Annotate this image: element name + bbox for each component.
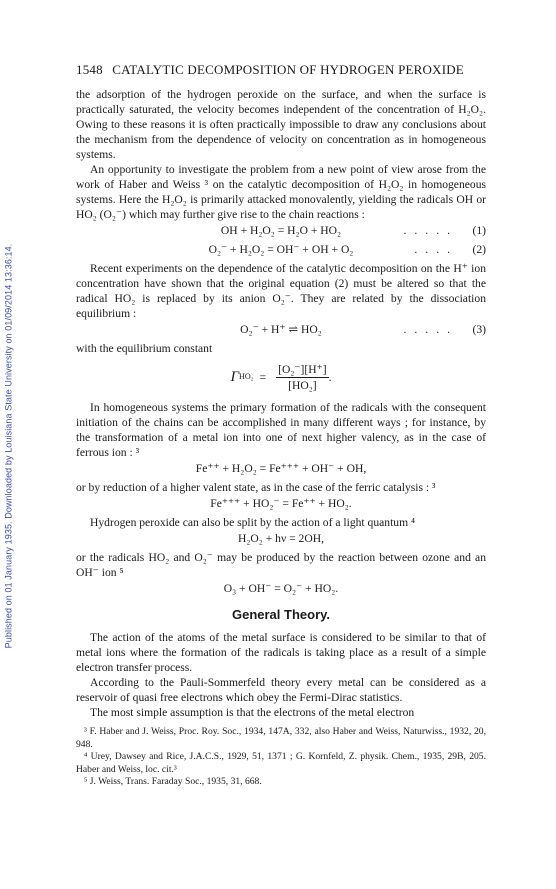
equation-2-leader: .... — [414, 243, 458, 256]
equals-sign: = — [259, 370, 267, 384]
equation-1-number: (1) — [472, 224, 486, 237]
paragraph-10: According to the Pauli-Sommerfeld theory every metal can be considered as a reservoir of quasi free electrons which obey the Fermi-Dirac statistics. — [76, 676, 486, 704]
fraction-numerator: [O₂⁻][H⁺] — [278, 362, 327, 376]
paragraph-6: or by reduction of a higher valent state, as in the case of the ferric catalysis : ³ — [76, 481, 436, 494]
equilibrium-constant-equation: Γ HO₂ = $\frac{\text{[O₂⁻][H⁺]}}{\text{[HO₂]}}$ . — [230, 362, 332, 392]
running-header — [76, 62, 486, 77]
equation-2-text: O₂⁻ + H₂O₂ = OH⁻ + OH + O₂ — [208, 243, 354, 256]
page-number: 1548 — [76, 62, 103, 77]
section-heading: General Theory. — [231, 607, 330, 622]
paragraph-5: In homogeneous systems the primary formation of the radicals with the consequent initiation of the chains can be accomplished in many different ways ; for instance, by the transformation of a metal ion into one of next higher valency, as in the case of ferrous ion : ³ — [76, 401, 486, 459]
equation-6 — [76, 531, 486, 549]
paragraph-4: with the equilibrium constant — [76, 342, 213, 355]
equation-2-number: (2) — [472, 243, 486, 256]
gamma-symbol: Γ — [230, 368, 240, 385]
paragraph-3: Recent experiments on the dependence of the catalytic decomposition on the H⁺ ion concentration have shown that the original equation (2) must be altered so that the radical HO₂ is replaced by its anion O₂⁻. They are related by the dissociation equilibrium : — [76, 262, 486, 320]
equation-5 — [76, 496, 486, 514]
paragraph-11: The most simple assumption is that the electrons of the metal electron — [90, 706, 415, 719]
equation-1-leader: ..... — [403, 224, 458, 237]
equation-7-text: O₃ + OH⁻ = O₂⁻ + HO₂. — [223, 582, 339, 595]
fraction-period: . — [328, 370, 332, 384]
page-content — [76, 62, 486, 789]
paragraph-9: The action of the atoms of the metal surface is considered to be similar to that of metal ions where the formation of the radicals is taking place as a result of a simple electron transfer process. — [76, 631, 486, 674]
equation-3-number: (3) — [472, 323, 486, 336]
equation-2 — [76, 242, 486, 260]
equation-4-text: Fe⁺⁺ + H₂O₂ = Fe⁺⁺⁺ + OH⁻ + OH, — [195, 462, 367, 475]
equation-6-text: H₂O₂ + hν = 2OH, — [238, 532, 324, 545]
fraction — [276, 362, 328, 393]
fraction-denominator: [HO₂] — [288, 378, 317, 392]
equation-3-leader: ..... — [403, 323, 458, 336]
download-notice-sidebar — [2, 96, 16, 796]
footnotes — [76, 726, 486, 789]
equation-3 — [76, 322, 486, 340]
download-notice-text: Published on 01 January 1935. Downloaded by Louisiana State University on 01/09/2014 13:36:14. — [3, 243, 14, 649]
equation-7 — [76, 581, 486, 599]
equation-5-text: Fe⁺⁺⁺ + HO₂⁻ = Fe⁺⁺ + HO₂. — [210, 497, 352, 510]
equation-1-text: OH + H₂O₂ = H₂O + HO₂ — [220, 224, 342, 237]
running-title: CATALYTIC DECOMPOSITION OF HYDROGEN PEROXIDE — [112, 62, 464, 77]
paragraph-7: Hydrogen peroxide can also be split by the action of a light quantum ⁴ — [90, 516, 416, 529]
footnote-4: ⁴ Urey, Dawsey and Rice, J.A.C.S., 1929, 51, 1371 ; G. Kornfeld, Z. physik. Chem., 1935, 29B, 205. Haber and Weiss, loc. cit.³ — [76, 751, 486, 775]
footnote-3: ³ F. Haber and J. Weiss, Proc. Roy. Soc., 1934, 147A, 332, also Haber and Weiss, Naturwiss., 1932, 20, 948. — [76, 726, 486, 750]
paragraph-8: or the radicals HO₂ and O₂⁻ may be produced by the reaction between ozone and an OH⁻ ion ⁵ — [76, 551, 486, 579]
paragraph-2: An opportunity to investigate the problem from a new point of view arose from the work of Haber and Weiss ³ on the catalytic decomposition of H₂O₂ in homogeneous systems. Here the H₂O₂ is primarily attacked monovalently, yielding the radicals OH or HO₂ (O₂⁻) which may further give rise to the chain reactions : — [76, 163, 486, 221]
equation-3-text: O₂⁻ + H⁺ ⇌ HO₂ — [240, 323, 322, 336]
paragraph-1: the adsorption of the hydrogen peroxide on the surface, and when the surface is practically saturated, the velocity becomes independent of the concentration of H₂O₂. Owing to these reasons it is often practically impossible to draw any conclusions about the mechanism from the dependence of velocity on concentration as in homogeneous systems. — [76, 88, 486, 161]
equation-1 — [76, 223, 486, 241]
equation-4 — [76, 461, 486, 479]
footnote-5: ⁵ J. Weiss, Trans. Faraday Soc., 1935, 31, 668. — [84, 776, 262, 787]
